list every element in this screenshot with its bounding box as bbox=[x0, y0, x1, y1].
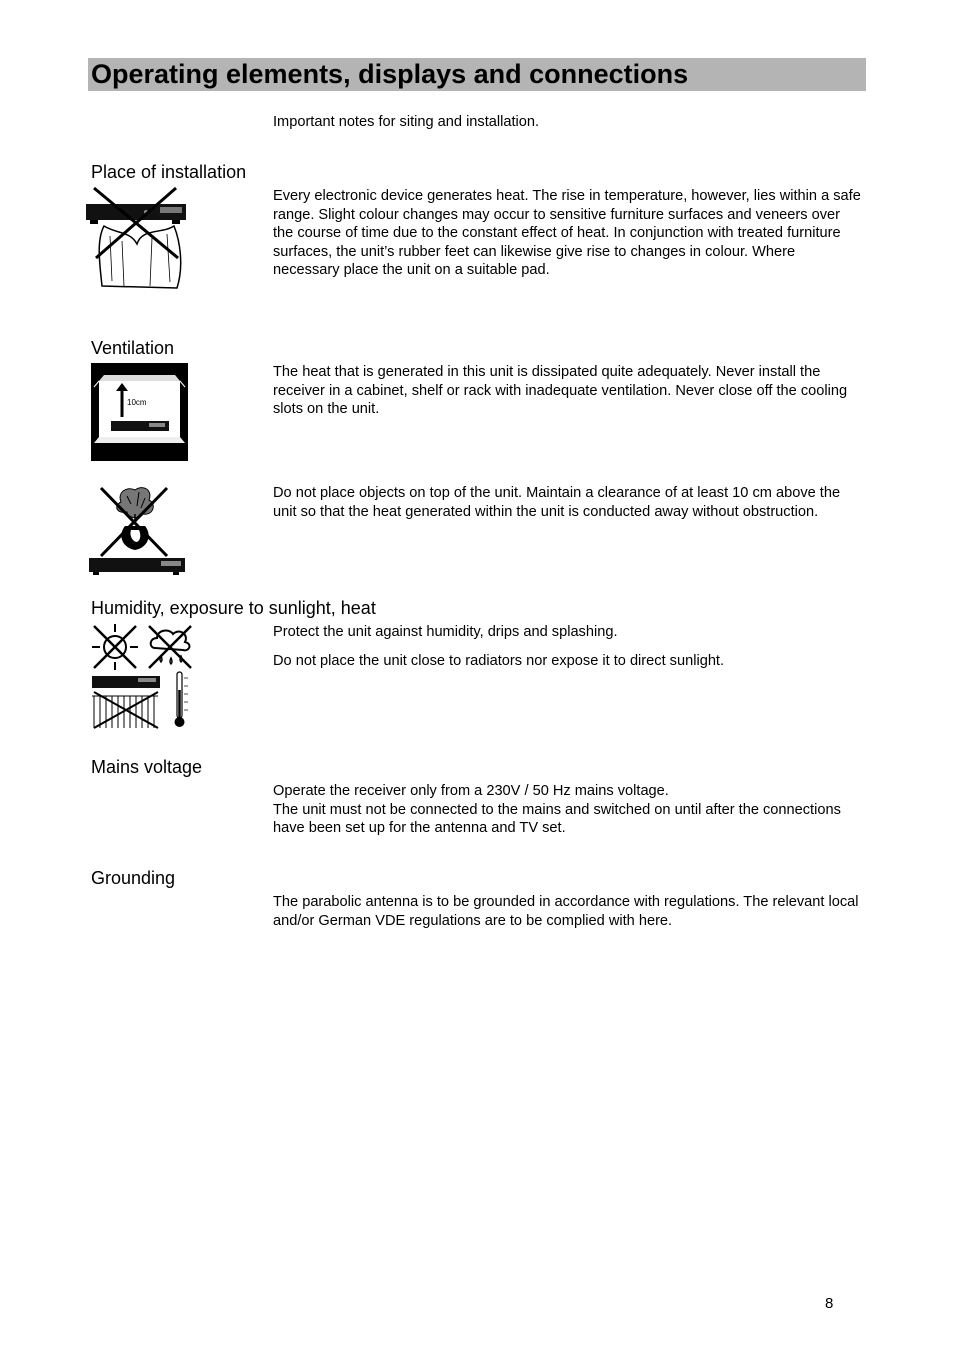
mains-text bbox=[273, 782, 863, 838]
mains-paragraph-2: The unit must not be connected to the mains and switched on until after the connections have been set up for the antenna and TV set. bbox=[273, 801, 841, 837]
ventilation-paragraph: The heat that is generated in this unit is dissipated quite adequately. Never install the receiver in a cabinet, shelf or rack with inadequate ventilation. Never close off the cooling slots on the unit. bbox=[273, 364, 848, 418]
heading-mains-voltage: Mains voltage bbox=[91, 757, 203, 777]
radiator-crossed-icon bbox=[90, 672, 162, 730]
heading-ventilation: Ventilation bbox=[91, 338, 175, 358]
mains-paragraph-1: Operate the receiver only from a 230V / 50 Hz mains voltage. bbox=[273, 783, 669, 799]
humidity-paragraph-1: Protect the unit against humidity, drips and splashing. bbox=[273, 624, 618, 640]
grounding-paragraph: The parabolic antenna is to be grounded in accordance with regulations. The relevant local and/or German VDE regulations are to be complied with here. bbox=[273, 894, 859, 929]
intro-paragraph: Important notes for siting and installation. bbox=[273, 114, 540, 130]
objects-text bbox=[273, 484, 863, 521]
humidity-text bbox=[273, 623, 863, 670]
intro-text bbox=[273, 113, 863, 132]
vase-on-receiver-crossed-icon bbox=[87, 484, 187, 580]
receiver-on-bag-crossed-icon bbox=[82, 186, 188, 296]
objects-paragraph: Do not place objects on top of the unit. Maintain a clearance of at least 10 cm above the unit so that the heat generated within the unit is conducted away without obstruction. bbox=[273, 485, 841, 520]
thermometer-icon bbox=[172, 670, 192, 730]
place-text bbox=[273, 187, 863, 280]
page-number: 8 bbox=[825, 1295, 834, 1312]
title-bar bbox=[88, 58, 866, 91]
clearance-label: 10cm bbox=[127, 398, 147, 407]
ventilation-text bbox=[273, 363, 863, 419]
sun-crossed-icon bbox=[90, 622, 140, 672]
heading-humidity: Humidity, exposure to sunlight, heat bbox=[91, 598, 376, 618]
humidity-paragraph-2: Do not place the unit close to radiators nor expose it to direct sunlight. bbox=[273, 652, 725, 669]
heading-place-of-installation: Place of installation bbox=[91, 162, 247, 182]
heading-grounding: Grounding bbox=[91, 868, 176, 888]
grounding-text bbox=[273, 893, 863, 930]
place-paragraph: Every electronic device generates heat. The rise in temperature, however, lies within a safe range. Slight colour changes may occur to sensitive furniture surfaces and veneers over the course of time due to the constant effect of heat. In conjunction with treated furniture surfaces, the unit’s rubber feet can likewise give rise to changes in colour. Where necessary place the unit on a suitable pad. bbox=[273, 188, 861, 279]
rain-cloud-crossed-icon bbox=[145, 622, 195, 672]
page-title: Operating elements, displays and connections bbox=[91, 59, 689, 89]
cabinet-clearance-icon bbox=[91, 363, 188, 461]
